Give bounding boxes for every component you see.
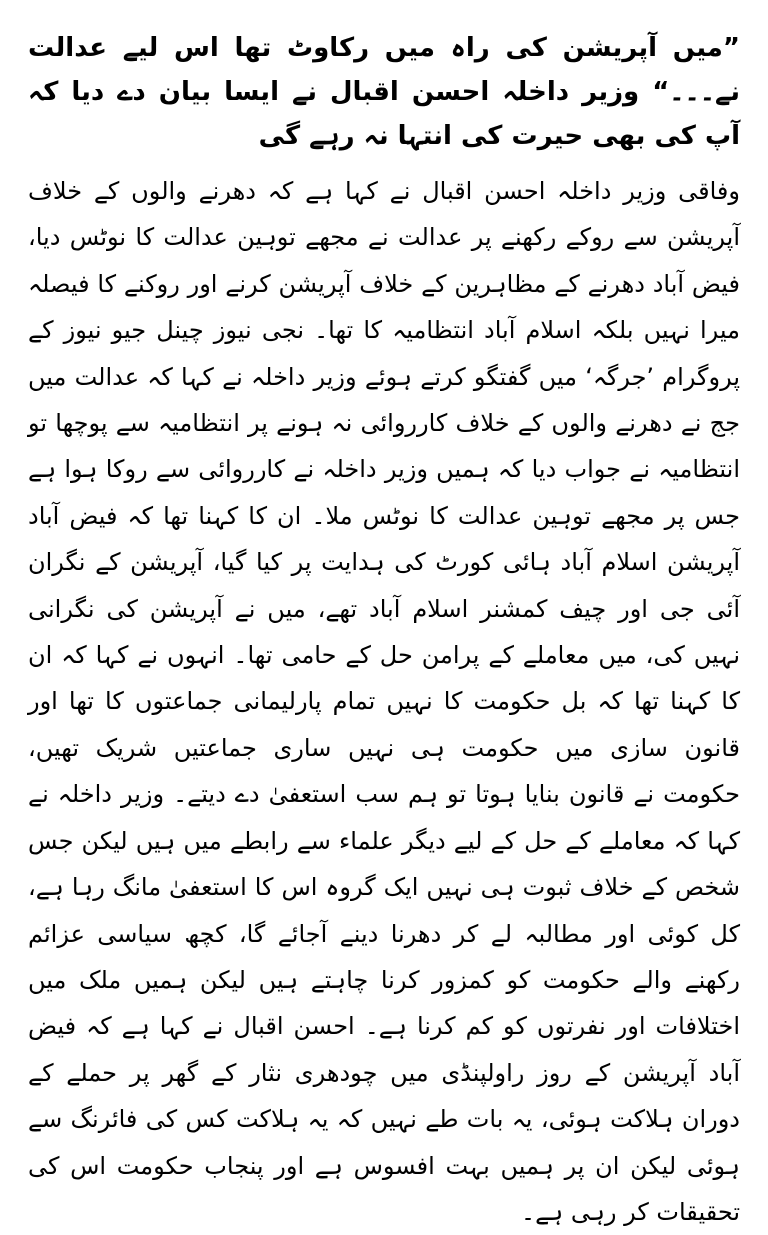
- article: [28, 26, 740, 1235]
- article-body: وفاقی وزیر داخلہ احسن اقبال نے کہا ہے کہ دھرنے والوں کے خلاف آپریشن سے روکے رکھنے پر عدالت نے مجھے توہین عدالت کا نوٹس دیا، فیض آباد دھرنے کے مظاہرین کے خلاف آپریشن کرنے اور روکنے کا فیصلہ میرا نہیں بلکہ اسلام آباد انتظامیہ کا تھا۔ نجی نیوز چینل جیو نیوز کے پروگرام ’جرگہ‘ میں گفتگو کرتے ہوئے وزیر داخلہ نے کہا کہ عدالت میں جج نے دھرنے والوں کے خلاف کارروائی نہ ہونے پر انتظامیہ سے پوچھا تو انتظامیہ نے جواب دیا کہ ہمیں وزیر داخلہ نے کارروائی سے روکا ہوا ہے جس پر مجھے توہین عدالت کا نوٹس ملا۔ ان کا کہنا تھا کہ فیض آباد آپریشن اسلام آباد ہائی کورٹ کی ہدایت پر کیا گیا، آپریشن کے نگران آئی جی اور چیف کمشنر اسلام آباد تھے، میں نے آپریشن کی نگرانی نہیں کی، میں معاملے کے پرامن حل کے حامی تھا۔ انہوں نے کہا کہ ان کا کہنا تھا کہ بل حکومت کا نہیں تمام پارلیمانی جماعتوں کا تھا اور قانون سازی میں حکومت ہی نہیں ساری جماعتیں شریک تھیں، حکومت نے قانون بنایا ہوتا تو ہم سب استعفیٰ دے دیتے۔ وزیر داخلہ نے کہا کہ معاملے کے حل کے لیے دیگر علماء سے رابطے میں ہیں لیکن جس شخص کے خلاف ثبوت ہی نہیں ایک گروہ اس کا استعفیٰ مانگ رہا ہے، کل کوئی اور مطالبہ لے کر دھرنا دینے آجائے گا، کچھ سیاسی عزائم رکھنے والے حکومت کو کمزور کرنا چاہتے ہیں لیکن ہمیں ملک میں اختلافات اور نفرتوں کو کم کرنا ہے۔ احسن اقبال نے کہا ہے کہ فیض آباد آپریشن کے روز راولپنڈی میں چودھری نثار کے گھر پر حملے کے دوران ہلاکت ہوئی، یہ بات طے نہیں کہ یہ ہلاکت کس کی فائرنگ سے ہوئی لیکن ان پر ہمیں بہت افسوس ہے اور پنجاب حکومت اس کی تحقیقات کر رہی ہے۔: [28, 177, 740, 1226]
- article-headline: ”میں آپریشن کی راہ میں رکاوٹ تھا اس لیے عدالت نے۔۔۔“ وزیر داخلہ احسن اقبال نے ایسا بیان دے دیا کہ آپ کی بھی حیرت کی انتہا نہ رہے گی: [28, 33, 740, 151]
